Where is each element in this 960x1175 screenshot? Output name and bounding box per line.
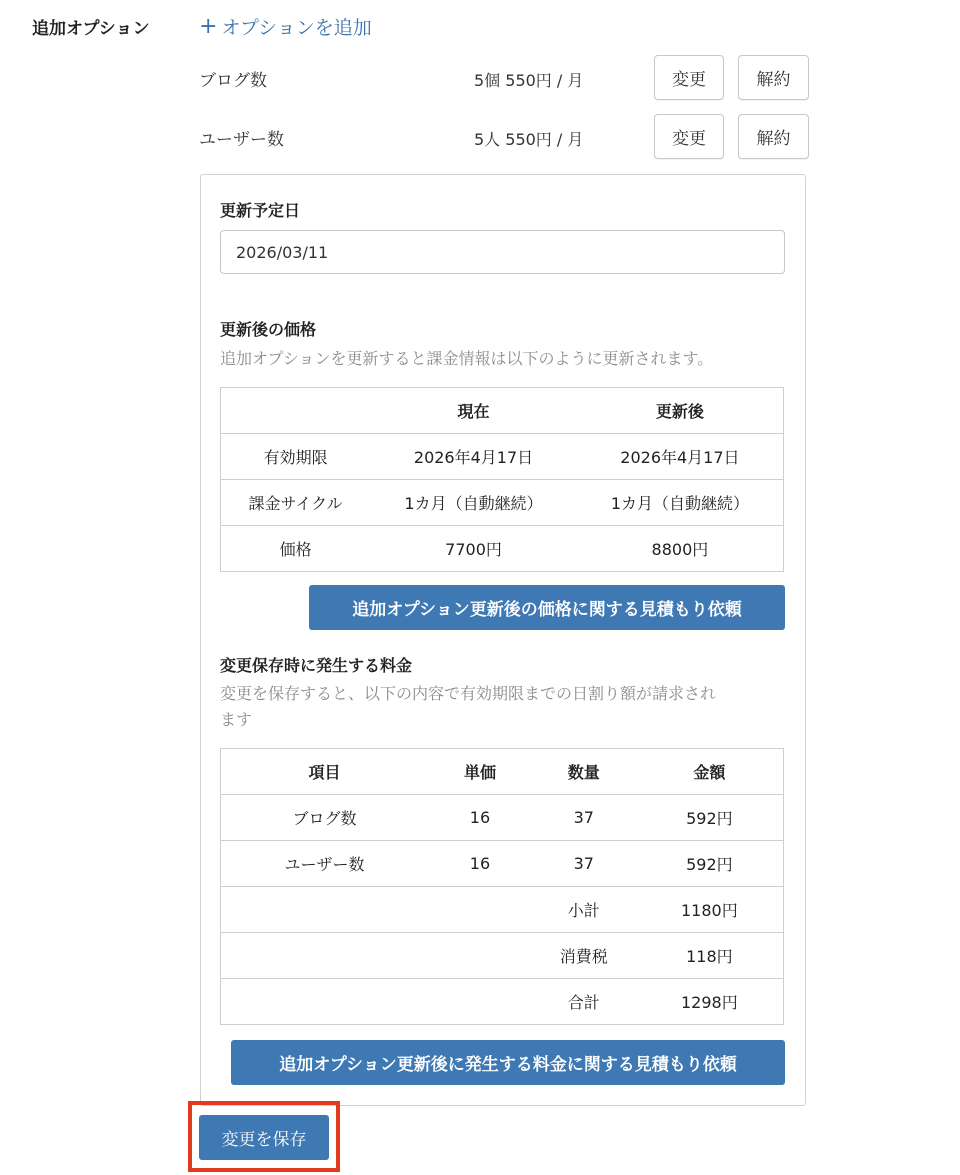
- option-name-blog: ブログ数: [199, 71, 267, 91]
- subtotal-label: 小計: [532, 887, 636, 933]
- change-user-button[interactable]: 変更: [654, 114, 724, 159]
- change-blog-button[interactable]: 変更: [654, 55, 724, 100]
- cancel-blog-button[interactable]: 解約: [738, 55, 809, 100]
- price-description: 追加オプションを更新すると課金情報は以下のように更新されます。: [220, 349, 714, 368]
- charges-table: [220, 748, 784, 1025]
- charges-heading: 変更保存時に発生する料金: [220, 656, 413, 675]
- table-cell: 8800円: [577, 526, 784, 572]
- table-header-empty: [221, 388, 371, 434]
- cancel-user-button[interactable]: 解約: [738, 114, 809, 159]
- charges-estimate-button[interactable]: 追加オプション更新後に発生する料金に関する見積もり依頼: [231, 1040, 785, 1085]
- table-cell: 価格: [221, 526, 371, 572]
- add-option-link[interactable]: [199, 13, 372, 40]
- table-header-amount: 金額: [693, 763, 726, 782]
- table-row: [221, 841, 784, 887]
- section-label: 追加オプション: [32, 19, 150, 39]
- table-cell: 37: [532, 841, 636, 887]
- table-row: [221, 795, 784, 841]
- table-cell: 37: [532, 795, 636, 841]
- table-header-quantity: 数量: [567, 763, 600, 782]
- table-cell: ブログ数: [221, 795, 429, 841]
- charges-description-line2: ます: [220, 710, 253, 729]
- option-name-user: ユーザー数: [199, 130, 284, 150]
- charges-description-line1: 変更を保存すると、以下の内容で有効期限までの日割り額が請求され: [220, 684, 717, 703]
- table-cell: 2026年4月17日: [577, 434, 784, 480]
- table-cell: 16: [428, 841, 532, 887]
- table-row: [221, 480, 784, 526]
- table-cell: 2026年4月17日: [370, 434, 577, 480]
- subtotal-row: [221, 887, 784, 933]
- price-table: [220, 387, 784, 572]
- table-row: [221, 526, 784, 572]
- subtotal-value: 1180円: [636, 887, 784, 933]
- price-estimate-button[interactable]: 追加オプション更新後の価格に関する見積もり依頼: [309, 585, 785, 630]
- table-row: [221, 388, 784, 434]
- table-header-unit-price: 単価: [463, 763, 496, 782]
- table-cell: 7700円: [370, 526, 577, 572]
- option-price-blog: 5個 550円 / 月: [474, 71, 584, 90]
- renewal-date-value: 2026/03/11: [236, 242, 329, 262]
- total-value: 1298円: [636, 979, 784, 1025]
- table-cell: 16: [428, 795, 532, 841]
- table-header-after: 更新後: [655, 402, 704, 421]
- renewal-date-field[interactable]: [220, 230, 785, 274]
- table-header-item: 項目: [308, 763, 341, 782]
- table-cell: 課金サイクル: [221, 480, 371, 526]
- table-row: [221, 749, 784, 795]
- tax-label: 消費税: [532, 933, 636, 979]
- price-heading: 更新後の価格: [220, 320, 317, 339]
- plus-icon: +: [199, 13, 218, 39]
- total-label: 合計: [532, 979, 636, 1025]
- add-option-label: オプションを追加: [221, 17, 372, 39]
- table-cell: 592円: [636, 841, 784, 887]
- table-cell: 592円: [636, 795, 784, 841]
- option-price-user: 5人 550円 / 月: [474, 130, 584, 149]
- table-cell: 有効期限: [221, 434, 371, 480]
- table-header-current: 現在: [457, 402, 490, 421]
- renewal-date-label: 更新予定日: [220, 201, 301, 220]
- table-cell: 1カ月（自動継続）: [577, 480, 784, 526]
- table-cell: 1カ月（自動継続）: [370, 480, 577, 526]
- tax-row: [221, 933, 784, 979]
- total-row: [221, 979, 784, 1025]
- tax-value: 118円: [636, 933, 784, 979]
- table-row: [221, 434, 784, 480]
- save-button[interactable]: 変更を保存: [199, 1115, 329, 1160]
- table-cell: ユーザー数: [221, 841, 429, 887]
